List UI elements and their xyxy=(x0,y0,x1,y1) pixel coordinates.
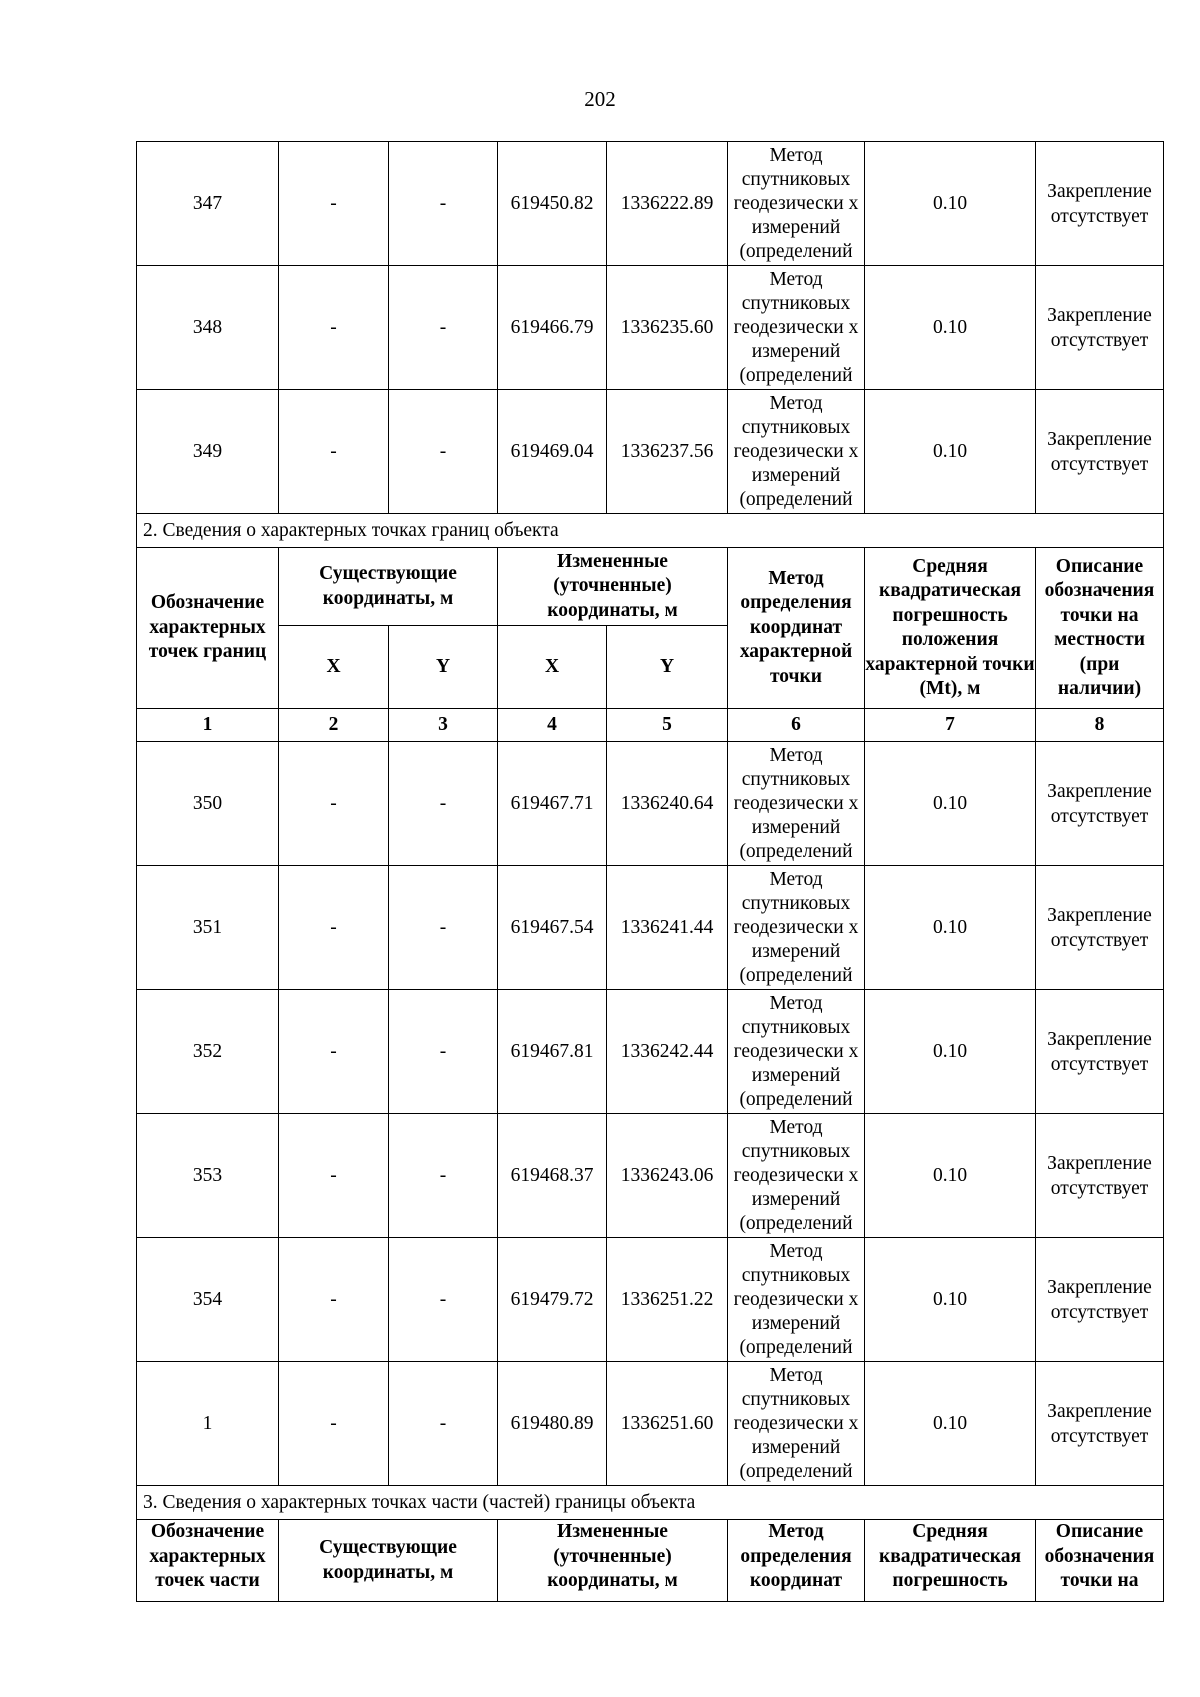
existing-x-cell: - xyxy=(279,990,389,1114)
accuracy-cell: 0.10 xyxy=(865,1238,1036,1362)
changed-y-cell: 1336242.44 xyxy=(607,990,728,1114)
changed-y-cell: 1336251.60 xyxy=(607,1362,728,1486)
existing-x-cell: - xyxy=(279,1362,389,1486)
description-cell: Закрепление отсутствует xyxy=(1036,1238,1164,1362)
accuracy-cell: 0.10 xyxy=(865,990,1036,1114)
existing-x-cell: - xyxy=(279,742,389,866)
description-cell: Закрепление отсутствует xyxy=(1036,866,1164,990)
changed-x-cell: 619467.81 xyxy=(498,990,607,1114)
description-cell: Закрепление отсутствует xyxy=(1036,142,1164,266)
point-id-cell: 348 xyxy=(137,266,279,390)
point-id-cell: 1 xyxy=(137,1362,279,1486)
header-description: Описание обозначения точки на местности (при наличии) xyxy=(1036,548,1164,709)
column-number: 8 xyxy=(1036,709,1164,742)
header3-method: Метод определения координат xyxy=(728,1520,865,1602)
header-point-designation: Обозначение характерных точек границ xyxy=(137,548,279,709)
changed-x-cell: 619468.37 xyxy=(498,1114,607,1238)
existing-y-cell: - xyxy=(389,1238,498,1362)
header-existing-x: X xyxy=(279,626,389,709)
changed-y-cell: 1336251.22 xyxy=(607,1238,728,1362)
table-row xyxy=(137,266,1164,390)
changed-x-cell: 619469.04 xyxy=(498,390,607,514)
changed-x-cell: 619467.54 xyxy=(498,866,607,990)
existing-x-cell: - xyxy=(279,390,389,514)
method-cell: Метод спутниковых геодезически х измерений (определений xyxy=(728,142,865,266)
column-number-row xyxy=(137,709,1164,742)
method-cell: Метод спутниковых геодезически х измерений (определений xyxy=(728,266,865,390)
description-cell: Закрепление отсутствует xyxy=(1036,1362,1164,1486)
page-number: 202 xyxy=(584,87,616,111)
method-cell: Метод спутниковых геодезически х измерений (определений xyxy=(728,1238,865,1362)
changed-y-cell: 1336222.89 xyxy=(607,142,728,266)
changed-x-cell: 619450.82 xyxy=(498,142,607,266)
changed-y-cell: 1336241.44 xyxy=(607,866,728,990)
column-number: 3 xyxy=(389,709,498,742)
top-rows xyxy=(137,142,1164,514)
accuracy-cell: 0.10 xyxy=(865,1362,1036,1486)
header-row xyxy=(137,548,1164,626)
description-cell: Закрепление отсутствует xyxy=(1036,266,1164,390)
changed-y-cell: 1336235.60 xyxy=(607,266,728,390)
section-3-header-row xyxy=(137,1520,1164,1602)
point-id-cell: 350 xyxy=(137,742,279,866)
existing-y-cell: - xyxy=(389,866,498,990)
header3-description: Описание обозначения точки на xyxy=(1036,1520,1164,1602)
existing-x-cell: - xyxy=(279,1238,389,1362)
table-row xyxy=(137,866,1164,990)
header-method: Метод определения координат характерной точки xyxy=(728,548,865,709)
existing-x-cell: - xyxy=(279,1114,389,1238)
point-id-cell: 349 xyxy=(137,390,279,514)
description-cell: Закрепление отсутствует xyxy=(1036,990,1164,1114)
section-2-title: 2. Сведения о характерных точках границ объекта xyxy=(137,514,1164,548)
section-2-rows xyxy=(137,742,1164,1486)
point-id-cell: 351 xyxy=(137,866,279,990)
point-id-cell: 353 xyxy=(137,1114,279,1238)
changed-x-cell: 619466.79 xyxy=(498,266,607,390)
column-number: 1 xyxy=(137,709,279,742)
changed-x-cell: 619480.89 xyxy=(498,1362,607,1486)
accuracy-cell: 0.10 xyxy=(865,742,1036,866)
table-row xyxy=(137,390,1164,514)
section-3-title-row xyxy=(137,1486,1164,1520)
method-cell: Метод спутниковых геодезически х измерений (определений xyxy=(728,1362,865,1486)
point-id-cell: 354 xyxy=(137,1238,279,1362)
column-number: 4 xyxy=(498,709,607,742)
method-cell: Метод спутниковых геодезически х измерений (определений xyxy=(728,990,865,1114)
existing-y-cell: - xyxy=(389,990,498,1114)
existing-x-cell: - xyxy=(279,142,389,266)
column-number: 7 xyxy=(865,709,1036,742)
column-number: 2 xyxy=(279,709,389,742)
header-changed-x: X xyxy=(498,626,607,709)
method-cell: Метод спутниковых геодезически х измерений (определений xyxy=(728,1114,865,1238)
header3-accuracy: Средняя квадратическая погрешность xyxy=(865,1520,1036,1602)
header-existing-y: Y xyxy=(389,626,498,709)
existing-y-cell: - xyxy=(389,1362,498,1486)
section-3-title: 3. Сведения о характерных точках части (частей) границы объекта xyxy=(137,1486,1164,1520)
existing-y-cell: - xyxy=(389,1114,498,1238)
header3-point-designation: Обозначение характерных точек части xyxy=(137,1520,279,1602)
changed-x-cell: 619479.72 xyxy=(498,1238,607,1362)
changed-y-cell: 1336243.06 xyxy=(607,1114,728,1238)
point-id-cell: 352 xyxy=(137,990,279,1114)
header3-existing-coordinates: Существующие координаты, м xyxy=(279,1520,498,1602)
section-2-title-row xyxy=(137,514,1164,548)
changed-x-cell: 619467.71 xyxy=(498,742,607,866)
existing-y-cell: - xyxy=(389,390,498,514)
header-changed-coordinates: Измененные (уточненные) координаты, м xyxy=(498,548,728,626)
point-id-cell: 347 xyxy=(137,142,279,266)
table-row xyxy=(137,990,1164,1114)
description-cell: Закрепление отсутствует xyxy=(1036,1114,1164,1238)
description-cell: Закрепление отсутствует xyxy=(1036,390,1164,514)
table-row xyxy=(137,1362,1164,1486)
changed-y-cell: 1336237.56 xyxy=(607,390,728,514)
method-cell: Метод спутниковых геодезически х измерений (определений xyxy=(728,390,865,514)
accuracy-cell: 0.10 xyxy=(865,390,1036,514)
accuracy-cell: 0.10 xyxy=(865,142,1036,266)
existing-x-cell: - xyxy=(279,866,389,990)
accuracy-cell: 0.10 xyxy=(865,266,1036,390)
existing-y-cell: - xyxy=(389,142,498,266)
method-cell: Метод спутниковых геодезически х измерений (определений xyxy=(728,866,865,990)
header-existing-coordinates: Существующие координаты, м xyxy=(279,548,498,626)
existing-y-cell: - xyxy=(389,742,498,866)
accuracy-cell: 0.10 xyxy=(865,866,1036,990)
existing-x-cell: - xyxy=(279,266,389,390)
table-row xyxy=(137,142,1164,266)
table-row xyxy=(137,1114,1164,1238)
column-number: 6 xyxy=(728,709,865,742)
existing-y-cell: - xyxy=(389,266,498,390)
method-cell: Метод спутниковых геодезически х измерений (определений xyxy=(728,742,865,866)
table-row xyxy=(137,1238,1164,1362)
header3-changed-coordinates: Измененные (уточненные) координаты, м xyxy=(498,1520,728,1602)
column-number: 5 xyxy=(607,709,728,742)
header-accuracy: Средняя квадратическая погрешность положения характерной точки (Mt), м xyxy=(865,548,1036,709)
header-changed-y: Y xyxy=(607,626,728,709)
changed-y-cell: 1336240.64 xyxy=(607,742,728,866)
boundary-points-table xyxy=(136,141,1164,1602)
accuracy-cell: 0.10 xyxy=(865,1114,1036,1238)
table-row xyxy=(137,742,1164,866)
description-cell: Закрепление отсутствует xyxy=(1036,742,1164,866)
